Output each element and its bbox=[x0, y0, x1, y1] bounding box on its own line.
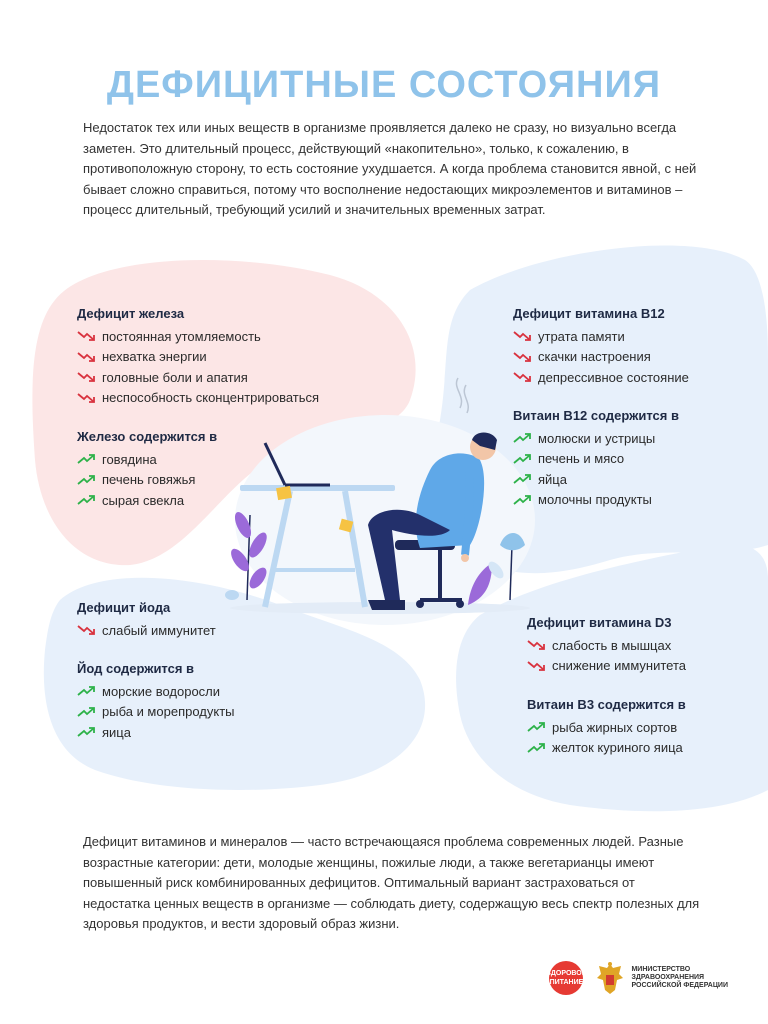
trend-up-arrow-icon bbox=[77, 453, 97, 465]
list-item-text: говядина bbox=[102, 451, 157, 467]
trend-up-arrow-icon bbox=[513, 453, 533, 465]
outro-paragraph: Дефицит витаминов и минералов — часто встречающаяся проблема современных людей. Разные возрастные категории: дети, молодые женщины, пожилые люди, а также вегетарианцы имеют повышенный риск комбинированных дефицитов. Оптимальный вариант застраховаться от недостатка ценных веществ в организме — соблюдать диету, содержащую весь спектр полезных для здоровья продуктов, и вести здоровый образ жизни. bbox=[83, 834, 700, 931]
trend-down-arrow-icon bbox=[527, 639, 547, 651]
coat-of-arms-icon bbox=[595, 960, 625, 996]
iodine-sources-list bbox=[77, 681, 235, 743]
list-item bbox=[77, 681, 235, 702]
iodine-sources-heading: Йод содержится в bbox=[77, 661, 195, 676]
list-item-text: молочны продукты bbox=[538, 492, 652, 508]
trend-up-arrow-icon bbox=[527, 742, 547, 754]
list-item-text: печень и мясо bbox=[538, 451, 625, 467]
trend-down-arrow-icon bbox=[77, 330, 97, 342]
intro-paragraph: Недостаток тех или иных веществ в организме проявляется далеко не сразу, но визуально всегда заметен. Это длительный процесс, действующий «накопительно», только, к сожалению, в противоположную сторону, то есть состояние ухудшается. А когда проблема становится явной, с ней бывает сложно справиться, потому что восполнение недостающих микроэлементов и витаминов – процесс длительный, требующий усилий и значительных временных затрат. bbox=[83, 120, 697, 217]
list-item bbox=[77, 449, 217, 470]
list-item bbox=[513, 347, 689, 368]
trend-up-arrow-icon bbox=[77, 474, 97, 486]
trend-up-arrow-icon bbox=[513, 432, 533, 444]
b12-sources-heading: Витаин В12 содержится в bbox=[513, 408, 679, 423]
b3-sources-heading: Витаин В3 содержится в bbox=[527, 697, 686, 712]
iron-deficiency-heading: Дефицит железа bbox=[77, 306, 185, 321]
trend-up-arrow-icon bbox=[527, 721, 547, 733]
trend-down-arrow-icon bbox=[513, 351, 533, 363]
list-item-text: постоянная утомляемость bbox=[102, 328, 261, 344]
list-item-text: нехватка энергии bbox=[102, 349, 207, 365]
trend-up-arrow-icon bbox=[77, 706, 97, 718]
ministry-line-1: МИНИСТЕРСТВО bbox=[631, 966, 691, 973]
list-item-text: молюски и устрицы bbox=[538, 430, 656, 446]
trend-up-arrow-icon bbox=[513, 494, 533, 506]
iron-sources-list bbox=[77, 449, 217, 511]
list-item bbox=[77, 347, 319, 368]
list-item bbox=[527, 656, 686, 677]
trend-down-arrow-icon bbox=[77, 371, 97, 383]
list-item-text: яйца bbox=[538, 471, 567, 487]
trend-down-arrow-icon bbox=[513, 371, 533, 383]
footer-logos bbox=[546, 960, 728, 996]
d3-deficiency-list bbox=[527, 635, 686, 676]
list-item bbox=[77, 722, 235, 743]
trend-up-arrow-icon bbox=[77, 685, 97, 697]
list-item-text: скачки настроения bbox=[538, 349, 651, 365]
list-item-text: печень говяжья bbox=[102, 472, 196, 488]
iron-deficiency-list bbox=[77, 326, 319, 408]
b12-deficiency-heading: Дефицит витамина В12 bbox=[513, 306, 665, 321]
b12-sources-block bbox=[513, 408, 679, 510]
list-item bbox=[513, 367, 689, 388]
list-item-text: рыба жирных сортов bbox=[552, 719, 678, 735]
sticky-note bbox=[276, 486, 292, 500]
list-item bbox=[527, 635, 686, 656]
list-item bbox=[527, 717, 686, 738]
list-item bbox=[513, 428, 679, 449]
list-item bbox=[77, 388, 319, 409]
b12-sources-list bbox=[513, 428, 679, 510]
list-item bbox=[77, 702, 235, 723]
list-item bbox=[77, 620, 216, 641]
list-item-text: яица bbox=[102, 724, 131, 740]
b3-sources-list bbox=[527, 717, 686, 758]
ministry-line-2: ЗДРАВООХРАНЕНИЯ bbox=[631, 974, 705, 981]
iodine-sources-block bbox=[77, 661, 235, 743]
b12-deficiency-block bbox=[513, 306, 689, 388]
d3-deficiency-heading: Дефицит витамина D3 bbox=[527, 615, 672, 630]
trend-up-arrow-icon bbox=[77, 494, 97, 506]
list-item bbox=[77, 326, 319, 347]
trend-down-arrow-icon bbox=[513, 330, 533, 342]
trend-down-arrow-icon bbox=[77, 392, 97, 404]
iron-deficiency-block bbox=[77, 306, 319, 408]
trend-down-arrow-icon bbox=[77, 351, 97, 363]
list-item-text: желток куриного яица bbox=[552, 740, 683, 756]
list-item-text: сырая свекла bbox=[102, 492, 185, 508]
ministry-line-3: РОССИЙСКОЙ ФЕДЕРАЦИИ bbox=[631, 982, 728, 989]
trend-down-arrow-icon bbox=[77, 624, 97, 636]
trend-up-arrow-icon bbox=[77, 726, 97, 738]
b12-deficiency-list bbox=[513, 326, 689, 388]
list-item bbox=[77, 470, 217, 491]
iodine-deficiency-heading: Дефицит йода bbox=[77, 600, 171, 615]
trend-down-arrow-icon bbox=[527, 660, 547, 672]
healthy-eating-logo: ЗДОРОВОЕ ПИТАНИЕ bbox=[549, 961, 583, 995]
list-item-text: рыба и морепродукты bbox=[102, 704, 235, 720]
iodine-deficiency-block bbox=[77, 600, 216, 641]
list-item-text: снижение иммунитета bbox=[552, 658, 687, 674]
list-item bbox=[527, 738, 686, 759]
list-item bbox=[513, 469, 679, 490]
list-item-text: головные боли и апатия bbox=[102, 369, 248, 385]
list-item-text: утрата памяти bbox=[538, 328, 625, 344]
iron-sources-heading: Железо содержится в bbox=[77, 429, 218, 444]
ministry-label bbox=[631, 966, 728, 990]
list-item bbox=[513, 449, 679, 470]
trend-up-arrow-icon bbox=[513, 473, 533, 485]
list-item-text: слабый иммунитет bbox=[102, 622, 216, 638]
list-item-text: депрессивное состояние bbox=[538, 369, 689, 385]
iodine-deficiency-list bbox=[77, 620, 216, 641]
list-item bbox=[77, 490, 217, 511]
list-item-text: морские водоросли bbox=[102, 683, 221, 699]
b3-sources-block bbox=[527, 697, 686, 758]
list-item bbox=[513, 490, 679, 511]
list-item bbox=[513, 326, 689, 347]
d3-deficiency-block bbox=[527, 615, 686, 676]
list-item-text: неспособность сконцентрироваться bbox=[102, 390, 320, 406]
iron-sources-block bbox=[77, 429, 217, 511]
list-item-text: слабость в мышцах bbox=[552, 637, 672, 653]
list-item bbox=[77, 367, 319, 388]
page-title: ДЕФИЦИТНЫЕ СОСТОЯНИЯ bbox=[106, 64, 662, 106]
